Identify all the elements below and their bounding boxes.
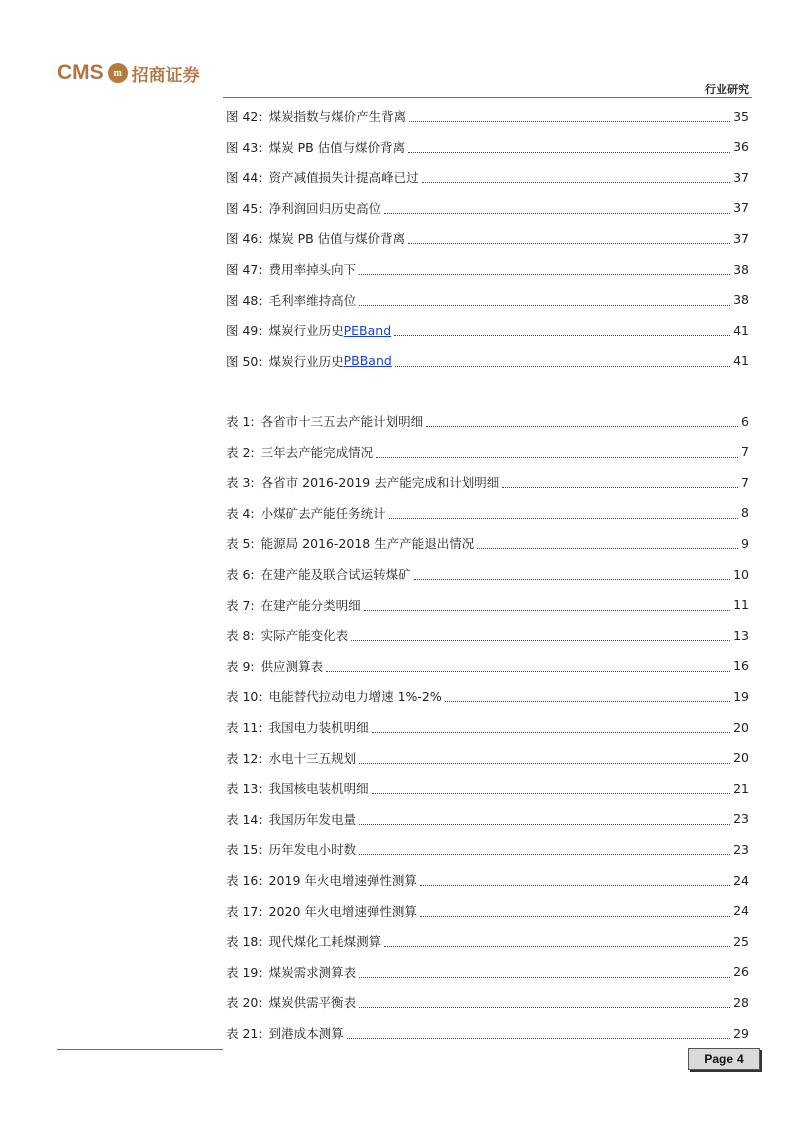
table-label: 表 3: — [226, 475, 255, 491]
table-entry[interactable] — [226, 656, 749, 676]
figure-title: 煤炭行业历史 — [268, 323, 344, 339]
figure-label: 图 44: — [226, 170, 263, 186]
table-entry[interactable] — [226, 717, 749, 737]
figure-label: 图 42: — [226, 109, 263, 124]
figure-label: 图 47: — [226, 262, 263, 277]
table-page-number: 19 — [733, 688, 749, 704]
page-number: 4 — [737, 1052, 744, 1066]
dot-leader — [414, 568, 730, 580]
dot-leader — [426, 415, 738, 427]
table-label: 表 6: — [226, 567, 255, 582]
table-label: 表 20: — [226, 995, 263, 1011]
table-entry[interactable] — [226, 411, 749, 431]
dot-leader — [326, 660, 730, 672]
table-page-number: 16 — [733, 658, 749, 674]
logo-cms-text: CMS — [57, 61, 104, 84]
table-title: 在建产能及联合试运转煤矿 — [260, 567, 411, 582]
page-number-badge — [688, 1048, 760, 1070]
table-title: 现代煤化工耗煤测算 — [268, 934, 382, 950]
figure-entry[interactable] — [226, 167, 749, 187]
table-label: 表 9: — [226, 658, 255, 674]
figure-label: 图 49: — [226, 323, 263, 339]
table-title: 到港成本测算 — [268, 1026, 344, 1041]
dot-leader — [422, 171, 730, 183]
dot-leader — [359, 996, 730, 1008]
table-title: 我国电力装机明细 — [268, 720, 369, 735]
dot-leader — [395, 355, 730, 367]
figure-page-number: 37 — [733, 230, 749, 246]
table-title: 供应测算表 — [260, 658, 324, 674]
table-title: 我国历年发电量 — [268, 811, 357, 827]
dot-leader — [376, 446, 738, 458]
table-page-number: 25 — [733, 933, 749, 949]
table-entry[interactable] — [226, 901, 749, 921]
figure-link[interactable]: PBBand — [343, 353, 392, 369]
figure-label: 图 46: — [226, 231, 263, 247]
table-entry[interactable] — [226, 595, 749, 615]
table-entry[interactable] — [226, 564, 749, 584]
table-label: 表 5: — [226, 536, 255, 552]
table-entry[interactable] — [226, 686, 749, 706]
company-logo — [57, 60, 200, 86]
dot-leader — [359, 966, 730, 978]
table-page-number: 26 — [733, 964, 749, 980]
dot-leader — [408, 141, 730, 153]
dot-leader — [372, 721, 730, 733]
table-page-number: 21 — [733, 780, 749, 796]
table-entry[interactable] — [226, 809, 749, 829]
table-entry[interactable] — [226, 839, 749, 859]
figure-link[interactable]: PEBand — [343, 322, 392, 338]
dot-leader — [394, 324, 730, 336]
table-title: 2019 年火电增速弹性测算 — [268, 873, 417, 888]
figure-page-number: 37 — [733, 169, 749, 185]
table-label: 表 1: — [226, 414, 255, 429]
table-entry[interactable] — [226, 1023, 749, 1043]
table-entry[interactable] — [226, 533, 749, 553]
table-entry[interactable] — [226, 931, 749, 951]
table-title: 煤炭需求测算表 — [268, 964, 357, 980]
table-entry[interactable] — [226, 778, 749, 798]
footer-divider — [57, 1049, 223, 1050]
figure-title: 煤炭 PB 估值与煤价背离 — [268, 231, 406, 247]
figure-entry[interactable] — [226, 351, 749, 371]
table-page-number: 24 — [733, 872, 749, 888]
table-title: 煤炭供需平衡表 — [268, 995, 357, 1011]
table-title: 历年发电小时数 — [268, 842, 357, 858]
table-label: 表 11: — [226, 720, 263, 735]
table-title: 三年去产能完成情况 — [260, 444, 374, 460]
table-entry[interactable] — [226, 962, 749, 982]
table-title: 能源局 2016-2018 生产产能退出情况 — [260, 536, 475, 552]
table-label: 表 19: — [226, 964, 263, 980]
dot-leader — [351, 629, 730, 641]
table-page-number: 28 — [733, 994, 749, 1010]
table-label: 表 4: — [226, 505, 255, 521]
dot-leader — [359, 294, 730, 306]
table-page-number: 20 — [733, 719, 749, 735]
table-title: 小煤矿去产能任务统计 — [260, 505, 386, 521]
dot-leader — [359, 843, 730, 855]
table-title: 在建产能分类明细 — [260, 597, 361, 613]
table-page-number: 23 — [733, 841, 749, 857]
table-page-number: 24 — [733, 903, 749, 919]
dot-leader — [477, 537, 738, 549]
dot-leader — [420, 905, 730, 917]
table-entry[interactable] — [226, 870, 749, 890]
figure-label: 图 48: — [226, 292, 263, 308]
table-label: 表 10: — [226, 689, 263, 705]
dot-leader — [359, 263, 730, 275]
page-word: Page — [704, 1052, 733, 1066]
figure-entry[interactable] — [226, 106, 749, 126]
logo-mark-icon: m — [108, 63, 128, 83]
dot-leader — [364, 599, 730, 611]
table-page-number: 7 — [741, 444, 749, 460]
dot-leader — [420, 874, 730, 886]
figure-label: 图 45: — [226, 200, 263, 216]
figure-title: 费用率掉头向下 — [268, 262, 357, 277]
table-page-number: 10 — [733, 566, 749, 582]
dot-leader — [384, 935, 730, 947]
table-title: 实际产能变化表 — [260, 628, 349, 644]
table-label: 表 21: — [226, 1026, 263, 1041]
table-label: 表 18: — [226, 934, 263, 950]
figure-entry[interactable] — [226, 259, 749, 279]
figure-entry[interactable] — [226, 228, 749, 248]
dot-leader — [409, 110, 730, 122]
figure-page-number: 41 — [733, 322, 749, 338]
dot-leader — [359, 813, 730, 825]
table-page-number: 9 — [741, 535, 749, 551]
figure-entry[interactable] — [226, 290, 749, 310]
table-page-number: 23 — [733, 811, 749, 827]
table-page-number: 8 — [741, 505, 749, 521]
table-label: 表 2: — [226, 444, 255, 460]
table-title: 水电十三五规划 — [268, 750, 357, 766]
dot-leader — [359, 752, 730, 764]
table-label: 表 7: — [226, 597, 255, 613]
figure-title: 煤炭行业历史 — [268, 353, 344, 369]
dot-leader — [408, 232, 730, 244]
figure-page-number: 36 — [733, 139, 749, 155]
table-title: 各省市十三五去产能计划明细 — [260, 414, 424, 429]
figure-title: 资产减值损失计提高峰已过 — [268, 170, 419, 186]
table-page-number: 6 — [741, 413, 749, 429]
table-label: 表 15: — [226, 842, 263, 858]
table-page-number: 29 — [733, 1025, 749, 1041]
dot-leader — [384, 202, 730, 214]
table-page-number: 11 — [733, 597, 749, 613]
table-entry[interactable] — [226, 503, 749, 523]
table-entry[interactable] — [226, 625, 749, 645]
table-page-number: 20 — [733, 750, 749, 766]
figure-entry[interactable] — [226, 320, 749, 340]
figure-title: 净利润回归历史高位 — [268, 200, 382, 216]
figure-page-number: 38 — [733, 261, 749, 277]
section-label: 行业研究 — [705, 83, 749, 96]
table-label: 表 8: — [226, 628, 255, 644]
table-label: 表 16: — [226, 873, 263, 888]
table-title: 电能替代拉动电力增速 1%-2% — [268, 689, 442, 705]
table-entry[interactable] — [226, 442, 749, 462]
table-entry[interactable] — [226, 748, 749, 768]
table-entry[interactable] — [226, 992, 749, 1012]
table-entry[interactable] — [226, 472, 749, 492]
figure-entry[interactable] — [226, 198, 749, 218]
table-title: 我国核电装机明细 — [268, 781, 369, 797]
figure-entry[interactable] — [226, 137, 749, 157]
dot-leader — [389, 507, 738, 519]
table-label: 表 12: — [226, 750, 263, 766]
figure-page-number: 41 — [733, 353, 749, 369]
table-page-number: 7 — [741, 474, 749, 490]
dot-leader — [372, 782, 730, 794]
table-label: 表 17: — [226, 903, 263, 919]
figure-page-number: 38 — [733, 292, 749, 308]
figure-page-number: 35 — [733, 108, 749, 124]
table-label: 表 14: — [226, 811, 263, 827]
table-page-number: 13 — [733, 627, 749, 643]
figure-title: 毛利率维持高位 — [268, 292, 357, 308]
figure-title: 煤炭 PB 估值与煤价背离 — [268, 139, 406, 155]
figure-label: 图 43: — [226, 139, 263, 155]
figure-title: 煤炭指数与煤价产生背离 — [268, 109, 407, 124]
header-divider — [223, 97, 752, 98]
dot-leader — [347, 1027, 730, 1039]
dot-leader — [502, 476, 738, 488]
dot-leader — [445, 690, 730, 702]
table-title: 各省市 2016-2019 去产能完成和计划明细 — [260, 475, 500, 491]
table-title: 2020 年火电增速弹性测算 — [268, 903, 417, 919]
table-label: 表 13: — [226, 781, 263, 797]
figure-page-number: 37 — [733, 200, 749, 216]
logo-company-name: 招商证券 — [131, 65, 200, 86]
figure-label: 图 50: — [226, 353, 263, 369]
